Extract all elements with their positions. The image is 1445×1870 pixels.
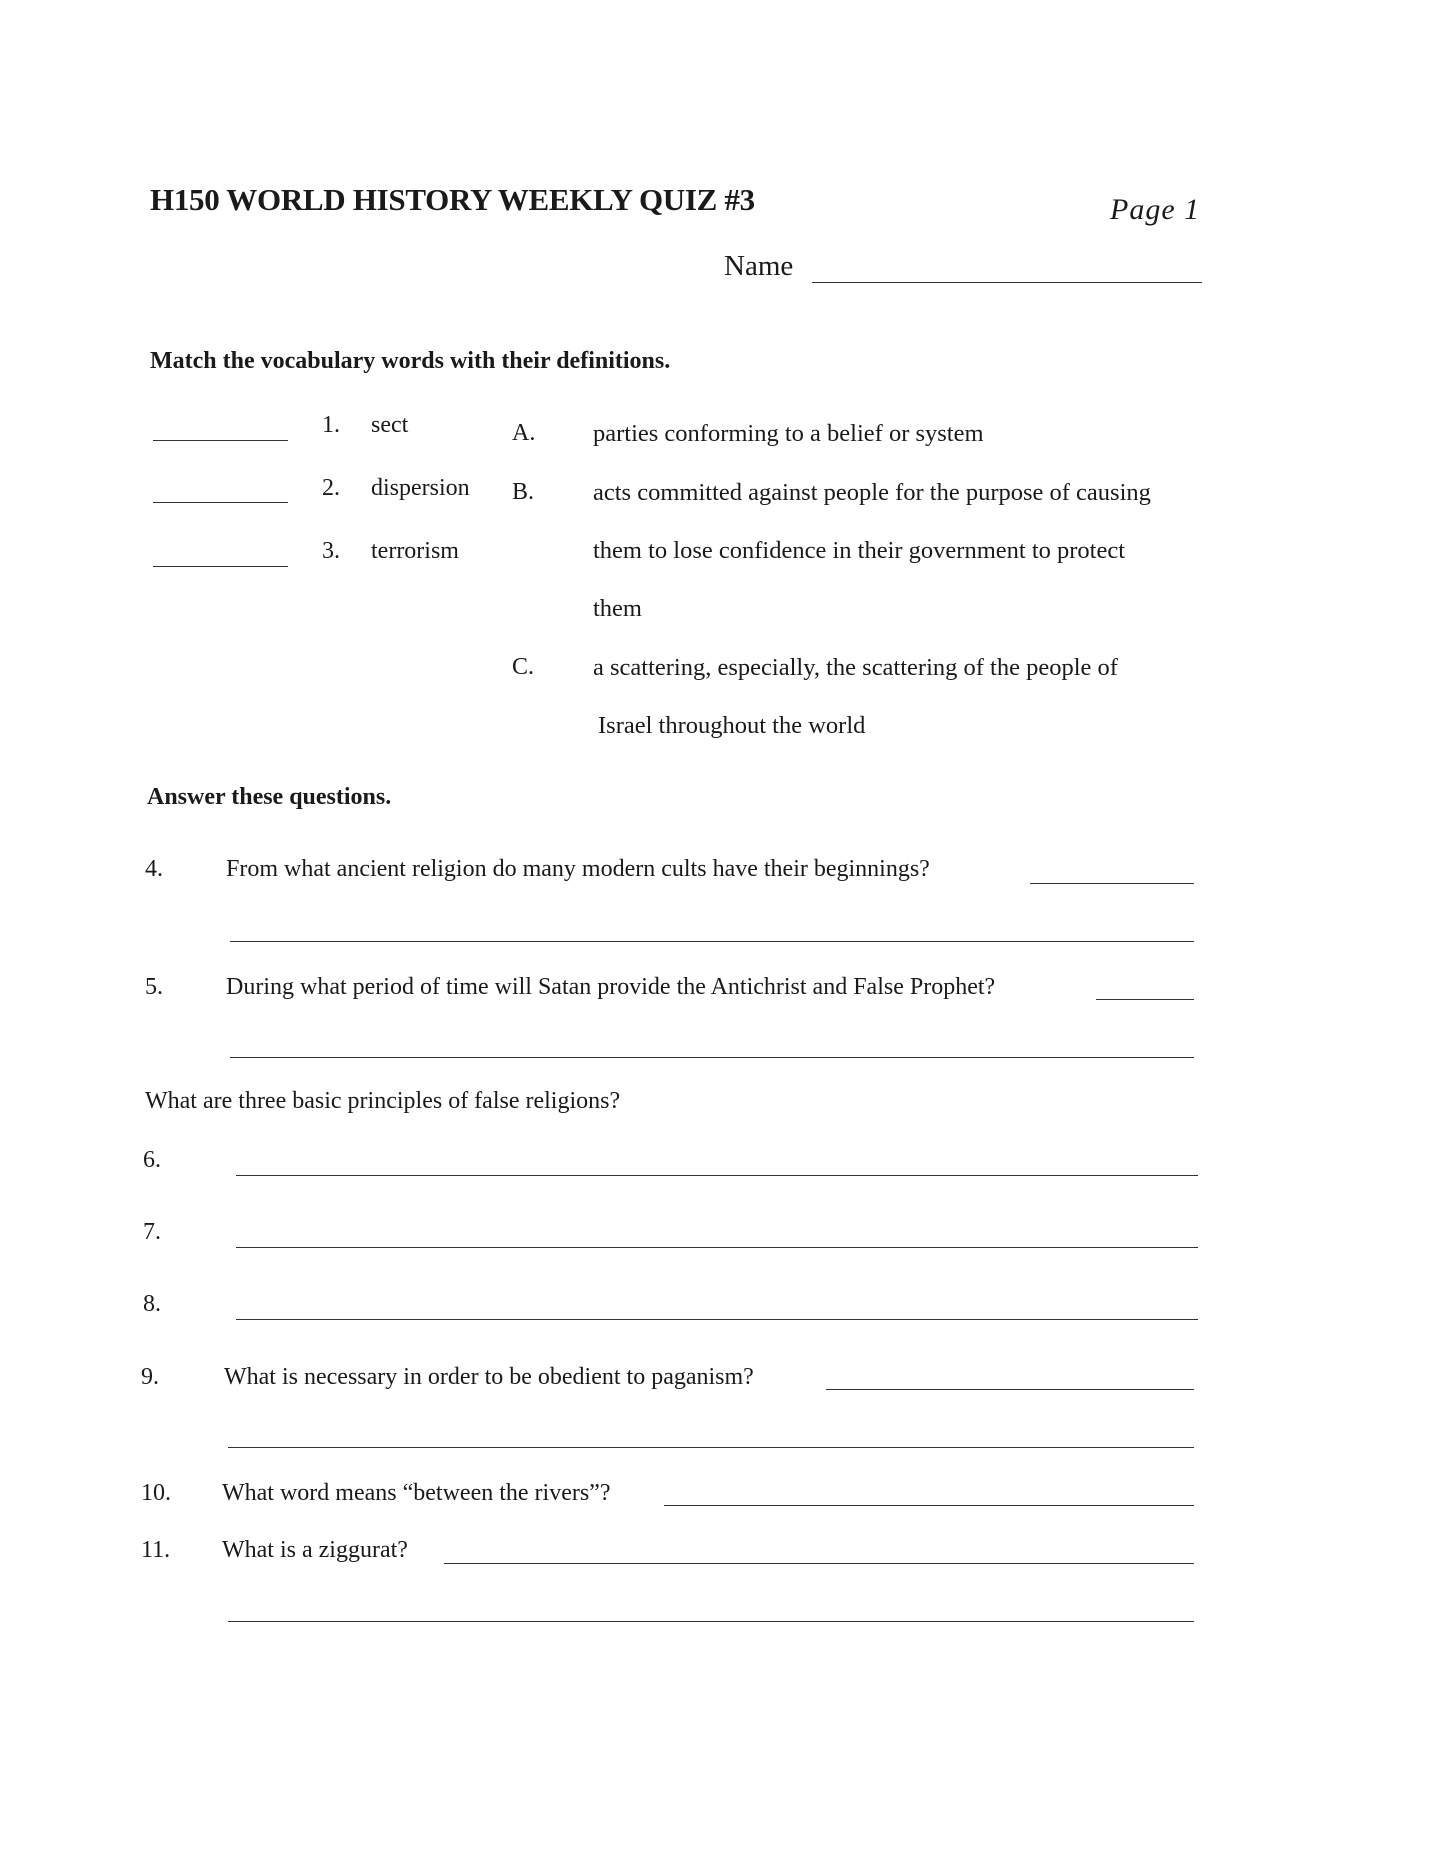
answer-line-7[interactable] (236, 1247, 1198, 1248)
question-number-9: 9. (141, 1364, 159, 1390)
term-word: sect (371, 412, 409, 438)
name-label: Name (724, 250, 794, 282)
answer-line-10[interactable] (664, 1505, 1194, 1506)
question-number-4: 4. (145, 856, 163, 882)
match-answer-line-1[interactable] (153, 440, 288, 441)
answer-line-5a[interactable] (1096, 999, 1194, 1000)
question-text-10: What word means “between the rivers”? (222, 1480, 611, 1506)
term-number: 3. (322, 538, 340, 564)
principles-prompt: What are three basic principles of false religions? (145, 1088, 621, 1114)
definition-text: acts committed against people for the purpose of causing (593, 479, 1151, 506)
answer-line-5b[interactable] (230, 1057, 1194, 1058)
term-number: 2. (322, 475, 340, 501)
page-number: Page 1 (1110, 193, 1201, 226)
answer-line-4b[interactable] (230, 941, 1194, 942)
answer-line-9b[interactable] (228, 1447, 1194, 1448)
term-word: terrorism (371, 538, 459, 564)
term-word: dispersion (371, 475, 470, 501)
match-answer-line-3[interactable] (153, 566, 288, 567)
definition-letter: A. (512, 420, 536, 446)
definition-text: them (593, 595, 642, 622)
quiz-title: H150 WORLD HISTORY WEEKLY QUIZ #3 (150, 182, 755, 217)
question-number-8: 8. (143, 1291, 161, 1317)
answer-line-9a[interactable] (826, 1389, 1194, 1390)
question-number-7: 7. (143, 1219, 161, 1245)
match-answer-line-2[interactable] (153, 502, 288, 503)
question-text-11: What is a ziggurat? (222, 1537, 408, 1563)
definition-letter: C. (512, 654, 535, 680)
question-number-11: 11. (141, 1537, 171, 1563)
question-text-4: From what ancient religion do many modern cults have their beginnings? (226, 856, 930, 882)
question-number-6: 6. (143, 1147, 161, 1173)
answer-line-11a[interactable] (444, 1563, 1194, 1564)
definition-letter: B. (512, 479, 535, 505)
question-text-5: During what period of time will Satan provide the Antichrist and False Prophet? (226, 974, 996, 1000)
matching-instructions: Match the vocabulary words with their definitions. (150, 348, 671, 374)
answer-line-6[interactable] (236, 1175, 1198, 1176)
definition-text: them to lose confidence in their government to protect (593, 537, 1126, 564)
term-number: 1. (322, 412, 340, 438)
answer-line-4a[interactable] (1030, 883, 1194, 884)
definition-text: a scattering, especially, the scattering of the people of (593, 654, 1118, 681)
definition-text: parties conforming to a belief or system (593, 420, 984, 447)
question-text-9: What is necessary in order to be obedient to paganism? (224, 1364, 754, 1390)
answer-line-8[interactable] (236, 1319, 1198, 1320)
question-number-10: 10. (141, 1480, 171, 1506)
definition-text: Israel throughout the world (598, 712, 866, 739)
questions-instructions: Answer these questions. (147, 784, 392, 810)
question-number-5: 5. (145, 974, 163, 1000)
answer-line-11b[interactable] (228, 1621, 1194, 1622)
name-answer-line[interactable] (812, 282, 1202, 283)
